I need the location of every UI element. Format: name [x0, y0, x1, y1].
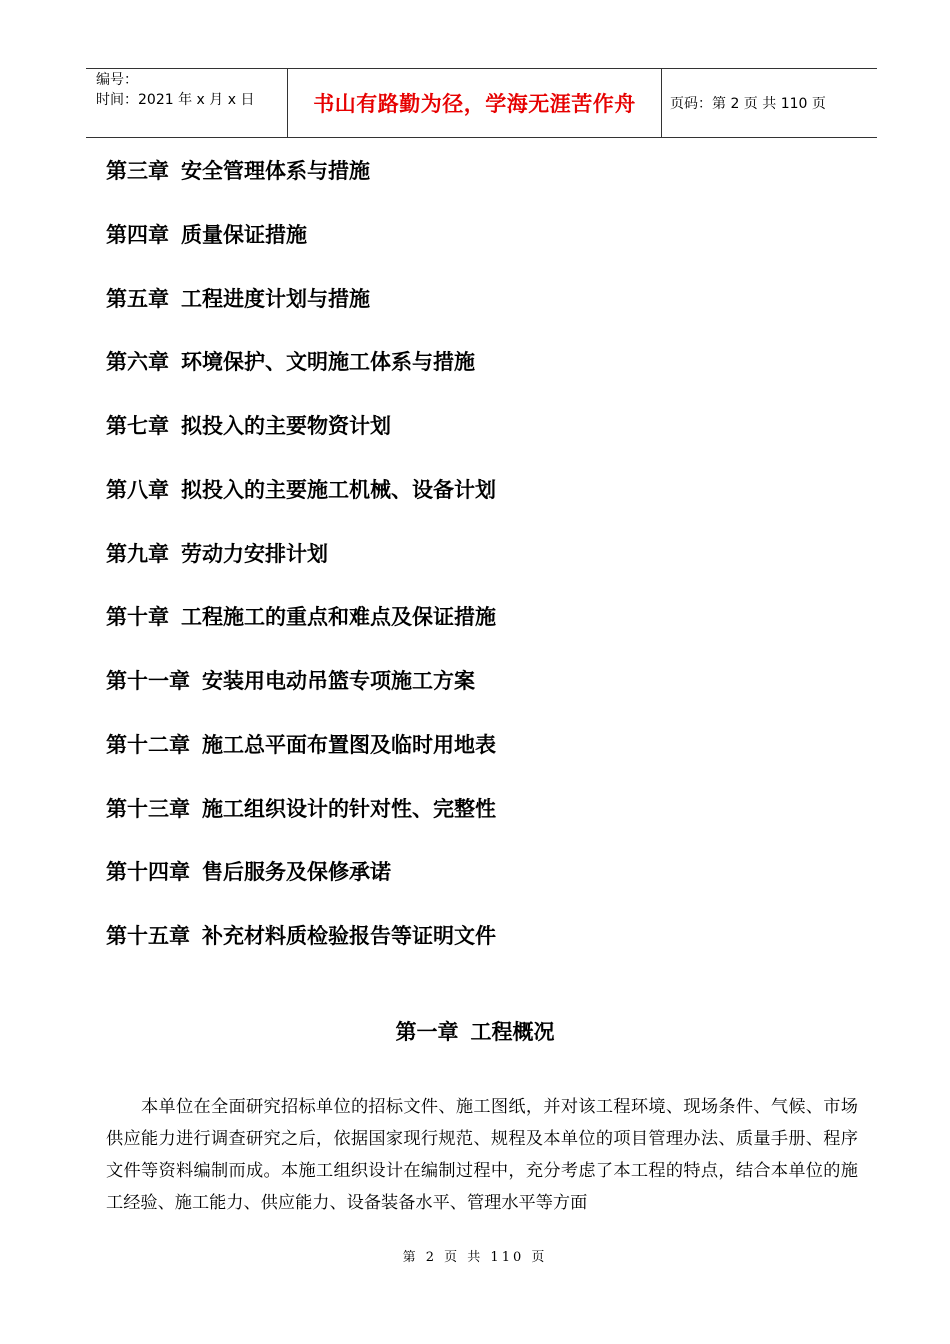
header-motto-cell — [288, 69, 662, 137]
toc-chapter-title: 安装用电动吊篮专项施工方案 — [202, 669, 475, 693]
toc-chapter-title: 质量保证措施 — [181, 223, 307, 247]
toc-chapter-number: 第九章 — [106, 542, 169, 566]
time-label: 时间：2021 年 x 月 x 日 — [96, 92, 255, 108]
page-header — [86, 68, 877, 138]
toc-item — [106, 856, 391, 886]
toc-item — [106, 920, 496, 950]
body-paragraph: 本单位在全面研究招标单位的招标文件、施工图纸，并对该工程环境、现场条件、气候、市场供应能力进行调查研究之后，依据国家现行规范、规程及本单位的项目管理办法、质量手册、程序文件等资料编制而成。本施工组织设计在编制过程中，充分考虑了本工程的特点，结合本单位的施工经验、施工能力、供应能力、设备装备水平、管理水平等方面 — [106, 1097, 858, 1213]
page-footer: 第 2 页 共 110 页 — [402, 1250, 548, 1265]
toc-chapter-number: 第四章 — [106, 223, 169, 247]
motto-text: 书山有路勤为径，学海无涯苦作舟 — [313, 91, 636, 116]
toc-chapter-number: 第七章 — [106, 414, 169, 438]
toc-chapter-number: 第十一章 — [106, 669, 190, 693]
chapter-title: 工程概况 — [470, 1020, 555, 1044]
toc-chapter-title: 施工组织设计的针对性、完整性 — [202, 797, 496, 821]
toc-chapter-number: 第十二章 — [106, 733, 190, 757]
toc-chapter-number: 第十三章 — [106, 797, 190, 821]
toc-chapter-title: 工程施工的重点和难点及保证措施 — [181, 605, 496, 629]
toc-chapter-title: 劳动力安排计划 — [181, 542, 328, 566]
toc-chapter-title: 拟投入的主要物资计划 — [181, 414, 391, 438]
toc-chapter-number: 第八章 — [106, 478, 169, 502]
toc-chapter-number: 第三章 — [106, 159, 169, 183]
toc-chapter-number: 第十五章 — [106, 924, 190, 948]
toc-chapter-title: 工程进度计划与措施 — [181, 287, 370, 311]
toc-item — [106, 665, 475, 695]
toc-chapter-number: 第五章 — [106, 287, 169, 311]
toc-chapter-number: 第十章 — [106, 605, 169, 629]
toc-item — [106, 410, 391, 440]
header-meta-cell — [86, 69, 288, 137]
toc-item — [106, 155, 370, 185]
toc-chapter-number: 第十四章 — [106, 860, 190, 884]
number-label: 编号： — [96, 72, 138, 88]
toc-item — [106, 219, 307, 249]
toc-chapter-title: 补充材料质检验报告等证明文件 — [202, 924, 496, 948]
toc-item — [106, 729, 496, 759]
header-page-cell — [662, 69, 877, 137]
toc-chapter-number: 第六章 — [106, 350, 169, 374]
chapter-number: 第一章 — [395, 1020, 459, 1044]
toc-item — [106, 793, 496, 823]
toc-chapter-title: 拟投入的主要施工机械、设备计划 — [181, 478, 496, 502]
toc-item — [106, 283, 370, 313]
toc-chapter-title: 施工总平面布置图及临时用地表 — [202, 733, 496, 757]
toc-chapter-title: 售后服务及保修承诺 — [202, 860, 391, 884]
toc-chapter-title: 安全管理体系与措施 — [181, 159, 370, 183]
toc-item — [106, 601, 496, 631]
toc-item — [106, 538, 328, 568]
toc-chapter-title: 环境保护、文明施工体系与措施 — [181, 350, 475, 374]
page-label: 页码：第 2 页 共 110 页 — [670, 96, 826, 112]
chapter-heading — [0, 1016, 950, 1046]
toc-item — [106, 474, 496, 504]
toc-item — [106, 346, 475, 376]
